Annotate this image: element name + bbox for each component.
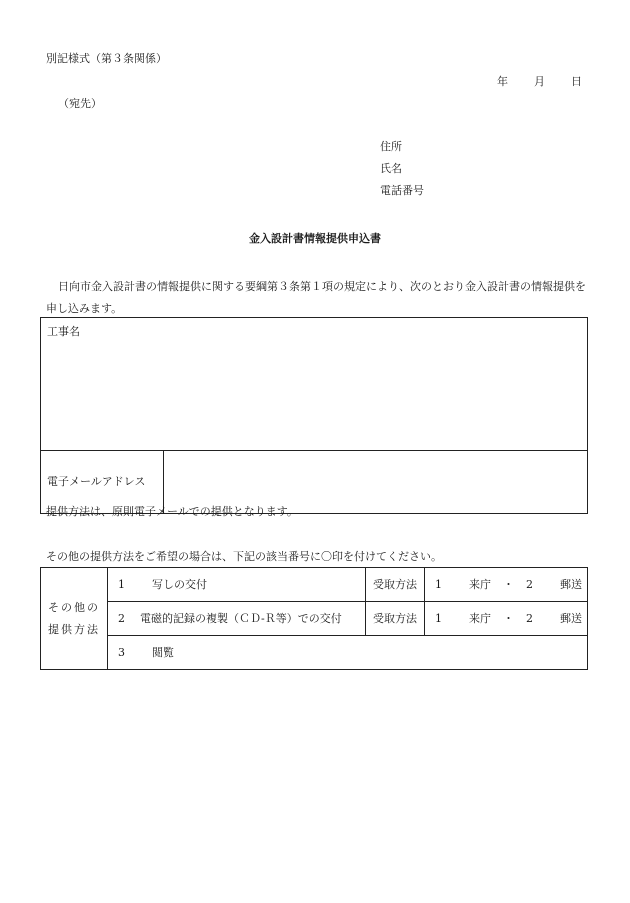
project-name-label: 工事名: [47, 325, 80, 338]
intro-paragraph: 日向市金入設計書の情報提供に関する要綱第３条第１項の規定により、次のとおり金入設計書の情報提供を申し込みます。: [46, 280, 586, 315]
addressee: （宛先）: [58, 97, 102, 110]
default-method-note: 提供方法は、原則電子メールでの提供となります。: [46, 505, 298, 518]
date-line: [497, 75, 582, 88]
sender-block: [380, 140, 424, 206]
date-month: 月: [534, 75, 545, 88]
receive-method-label: 受取方法: [366, 602, 425, 636]
other-methods-table: [40, 567, 588, 670]
option-3[interactable]: 3 閲覧: [108, 636, 588, 670]
other-methods-label: その他の 提供方法: [41, 568, 108, 670]
email-label: 電子メールアドレス: [41, 451, 164, 514]
sender-phone-label: 電話番号: [380, 184, 424, 197]
receive-method-choices[interactable]: 1 来庁 ・ 2 郵送: [425, 568, 588, 602]
option-1[interactable]: 1 写しの交付: [108, 568, 366, 602]
application-table: [40, 317, 588, 514]
date-year: 年: [497, 75, 508, 88]
document-title: 金入設計書情報提供申込書: [249, 232, 381, 245]
form-label: 別記様式（第３条関係）: [46, 52, 167, 65]
project-name-field[interactable]: [41, 318, 588, 451]
option-2[interactable]: 2 電磁的記録の複製（ＣＤ-Ｒ等）での交付: [108, 602, 366, 636]
receive-method-choices[interactable]: 1 来庁 ・ 2 郵送: [425, 602, 588, 636]
date-day: 日: [571, 75, 582, 88]
receive-method-label: 受取方法: [366, 568, 425, 602]
sender-name-label: 氏名: [380, 162, 402, 175]
sender-address-label: 住所: [380, 140, 402, 153]
other-method-note: その他の提供方法をご希望の場合は、下記の該当番号に〇印を付けてください。: [46, 550, 442, 563]
